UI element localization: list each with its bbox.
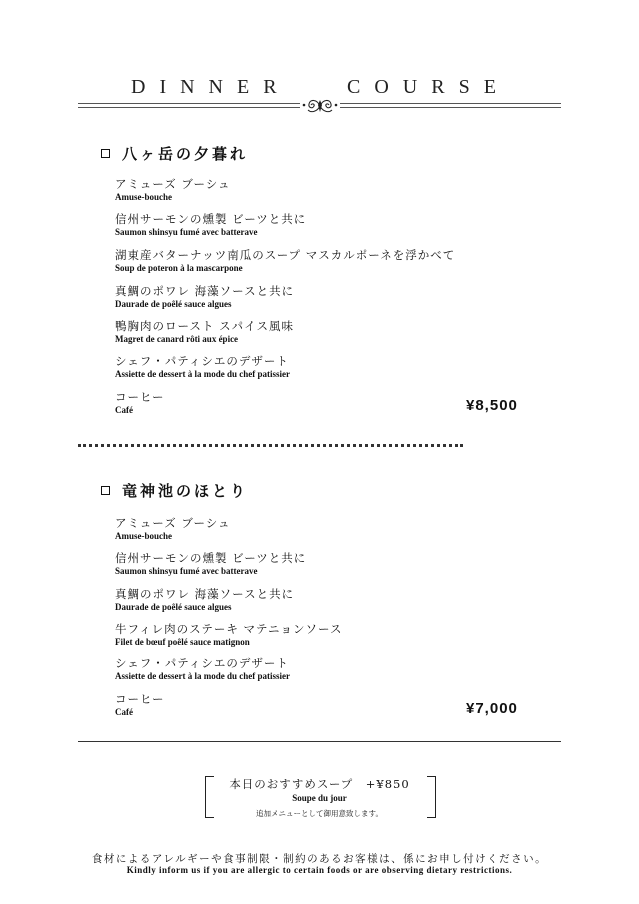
course-1-item: [115, 354, 290, 380]
course-1-title: [101, 143, 248, 164]
soup-title-jp: 本日のおすすめスープ +¥850: [229, 777, 410, 791]
item-name-fr: Soup de poteron à la mascarpone: [115, 263, 243, 273]
flourish-ornament-icon: [300, 96, 340, 116]
soup-note: 追加メニューとして御用意致します。: [256, 809, 383, 818]
item-name-fr: Daurade de poêlé sauce algues: [115, 602, 232, 612]
course-1-item: [115, 248, 455, 274]
item-name-jp: コーヒー: [115, 692, 165, 706]
course-1-item: [115, 284, 294, 310]
item-name-jp: アミューズ ブーシュ: [115, 516, 231, 530]
header-rule-left-top: [78, 103, 300, 104]
item-name-fr: Magret de canard rôti aux épice: [115, 334, 239, 344]
solid-divider: [78, 741, 561, 742]
item-name-jp: 信州サーモンの燻製 ビーツと共に: [115, 212, 307, 226]
dotted-divider: [78, 444, 463, 447]
course-1-item: [115, 177, 231, 203]
item-name-fr: Amuse-bouche: [115, 192, 173, 202]
course-2-item: [115, 692, 165, 718]
checkbox-square-icon: [101, 149, 110, 158]
course-1-price: ¥8,500: [466, 397, 518, 414]
course-2-item: [115, 551, 306, 577]
course-2-price: ¥7,000: [466, 700, 518, 717]
item-name-jp: 湖東産バターナッツ南瓜のスープ マスカルポーネを浮かべて: [115, 248, 456, 262]
item-name-fr: Saumon shinsyu fumé avec batterave: [115, 227, 258, 237]
item-name-jp: 真鯛のポワレ 海藻ソースと共に: [115, 587, 295, 601]
title-dinner: DINNER: [131, 76, 291, 98]
item-name-fr: Assiette de dessert à la mode du chef patissier: [115, 369, 290, 379]
course-2-title-text: 竜神池のほとり: [122, 482, 249, 500]
item-name-jp: 真鯛のポワレ 海藻ソースと共に: [115, 284, 295, 298]
course-1-item: [115, 390, 165, 416]
item-name-jp: 牛フィレ肉のステーキ マテニョンソース: [115, 622, 343, 636]
course-2-item: [115, 656, 290, 682]
item-name-fr: Café: [115, 405, 133, 415]
course-1-item: [115, 319, 294, 345]
item-name-fr: Amuse-bouche: [115, 531, 173, 541]
header-rule-left-bottom: [78, 107, 300, 108]
item-name-jp: シェフ・パティシエのデザート: [115, 656, 289, 670]
checkbox-square-icon: [101, 486, 110, 495]
item-name-jp: シェフ・パティシエのデザート: [115, 354, 289, 368]
item-name-jp: アミューズ ブーシュ: [115, 177, 231, 191]
course-1-title-text: 八ヶ岳の夕暮れ: [122, 145, 249, 163]
course-2-title: [101, 480, 248, 501]
course-2-item: [115, 587, 294, 613]
item-name-fr: Daurade de poêlé sauce algues: [115, 299, 232, 309]
course-2-item: [115, 622, 342, 648]
item-name-jp: 信州サーモンの燻製 ビーツと共に: [115, 551, 307, 565]
course-2-item: [115, 516, 231, 542]
header-rule-right-bottom: [340, 107, 561, 108]
item-name-jp: 鴨胸肉のロースト スパイス風味: [115, 319, 294, 333]
title-course: COURSE: [347, 76, 510, 98]
item-name-fr: Café: [115, 707, 133, 717]
allergy-notice-en: Kindly inform us if you are allergic to certain foods or are observing dietary restrictions.: [126, 865, 513, 875]
allergy-notice-jp: 食材によるアレルギーや食事制限・制約のあるお客様は、係にお申し付けください。: [91, 853, 548, 865]
item-name-jp: コーヒー: [115, 390, 165, 404]
course-1-item: [115, 212, 306, 238]
item-name-fr: Filet de bœuf poêlé sauce matignon: [115, 637, 250, 647]
soup-title-fr: Soupe du jour: [292, 793, 347, 803]
item-name-fr: Saumon shinsyu fumé avec batterave: [115, 566, 258, 576]
item-name-fr: Assiette de dessert à la mode du chef patissier: [115, 671, 290, 681]
header-rule-right-top: [340, 103, 561, 104]
